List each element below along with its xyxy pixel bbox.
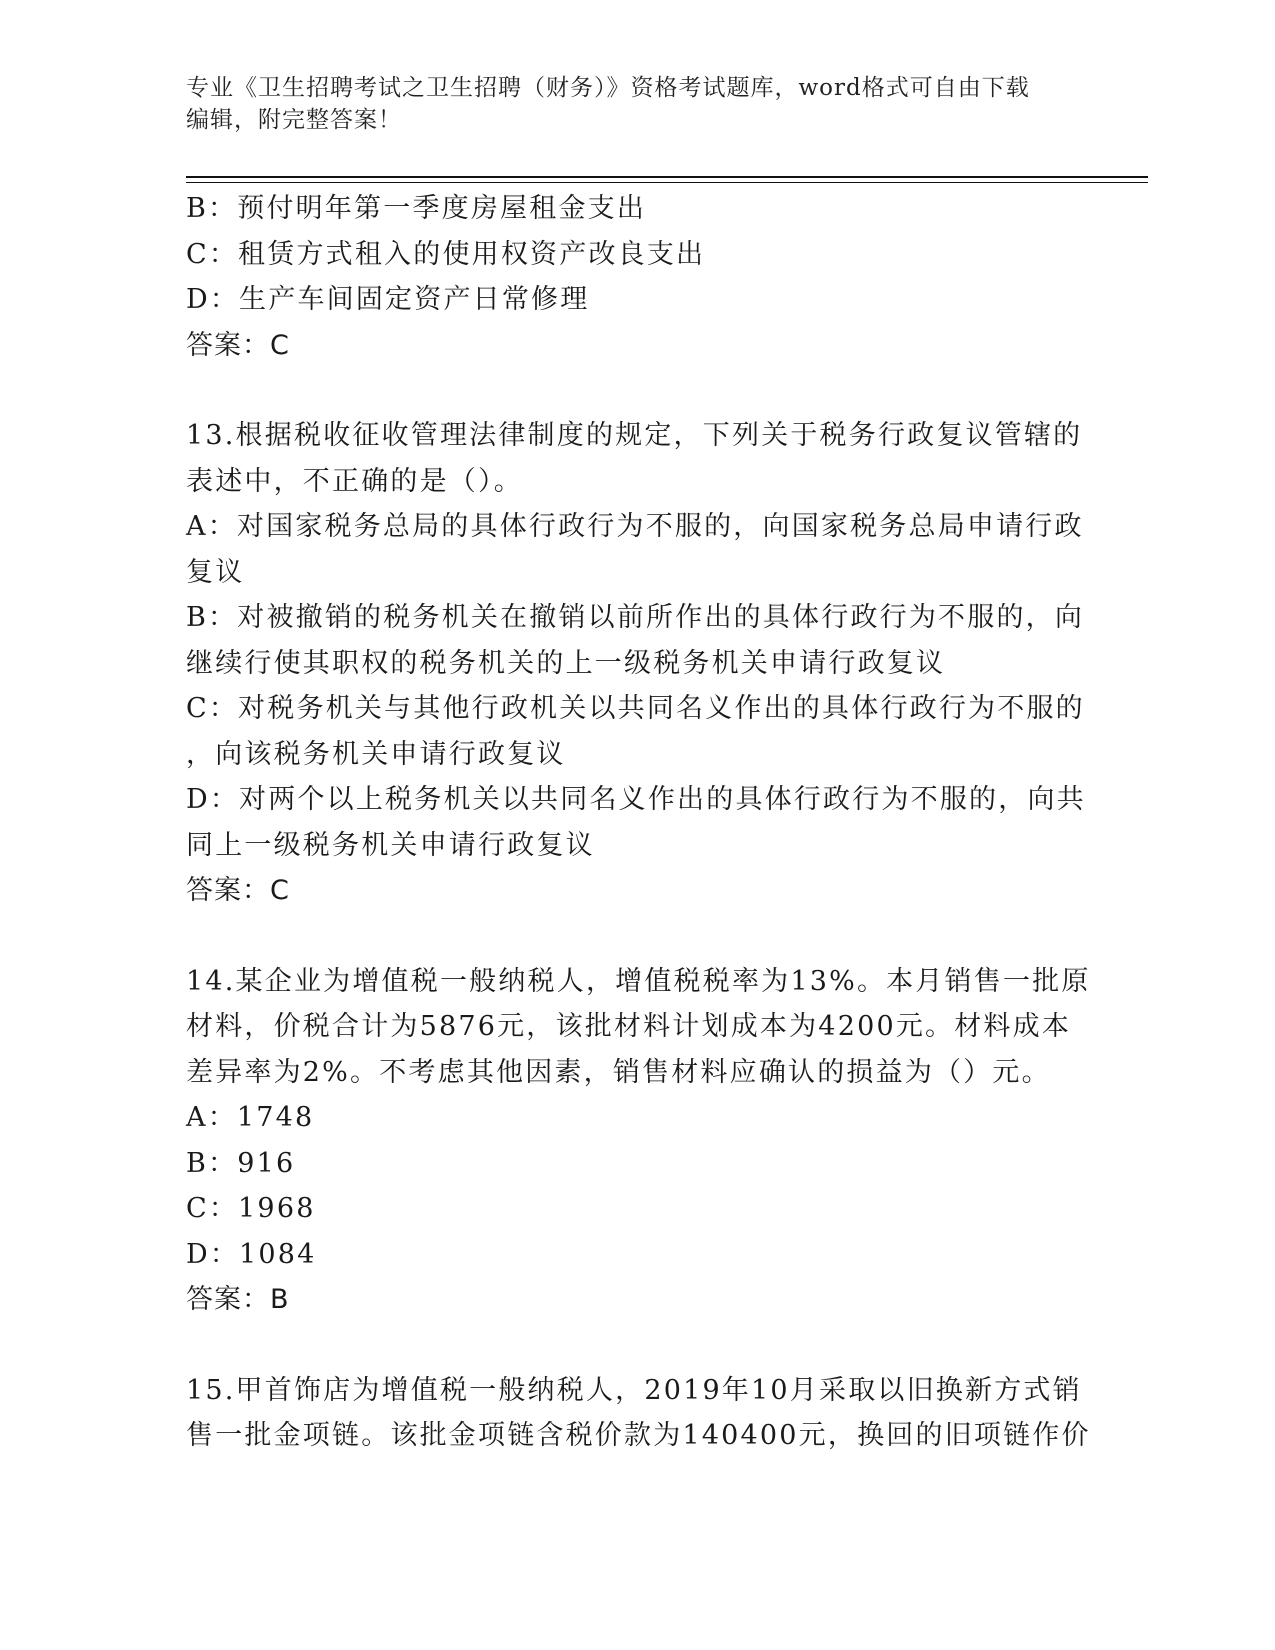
question-stem-line-3: 差异率为2%。不考虑其他因素，销售材料应确认的损益为（）元。 [186, 1056, 1051, 1088]
spacer [186, 914, 1066, 959]
spacer [186, 1323, 1066, 1368]
question-stem-line-2: 售一批金项链。该批金项链含税价款为140400元，换回的旧项链作价 [186, 1420, 1091, 1451]
option-b: B：预付明年第一季度房屋租金支出 [186, 193, 647, 224]
option-a-line-2: 复议 [186, 556, 245, 588]
option-c: C：租赁方式租入的使用权资产改良支出 [186, 238, 706, 270]
question-15 [186, 1368, 1091, 1459]
answer: 答案：C [186, 875, 290, 906]
option-d: D：生产车间固定资产日常修理 [186, 284, 590, 315]
question-14 [186, 959, 1091, 1323]
answer: 答案：C [186, 329, 290, 361]
option-d-line-2: 同上一级税务机关申请行政复议 [186, 829, 595, 861]
option-c-line-1: C：对税务机关与其他行政机关以共同名义作出的具体行政行为不服的 [186, 693, 1085, 724]
option-d-line-1: D：对两个以上税务机关以共同名义作出的具体行政行为不服的，向共 [186, 784, 1086, 815]
option-c-line-2: ，向该税务机关申请行政复议 [186, 738, 566, 770]
spacer [186, 368, 1066, 413]
question-stem-line-2: 材料，价税合计为5876元，该批材料计划成本为4200元。材料成本 [186, 1011, 1072, 1042]
question-12 [186, 186, 1066, 368]
option-b-line-2: 继续行使其职权的税务机关的上一级税务机关申请行政复议 [186, 647, 946, 679]
document-header [186, 72, 1066, 136]
option-a-line-1: A：对国家税务总局的具体行政行为不服的，向国家税务总局申请行政 [186, 511, 1084, 542]
question-list [186, 186, 1091, 1459]
question-stem-line-1: 14.某企业为增值税一般纳税人，增值税税率为13%。本月销售一批原 [186, 965, 1091, 997]
header-rule-thin [186, 182, 1148, 183]
option-b: B：916 [186, 1147, 296, 1179]
header-line-1: 专业《卫生招聘考试之卫生招聘（财务）》资格考试题库，word格式可自由下载 [186, 75, 1030, 101]
option-b-line-1: B：对被撤销的税务机关在撤销以前所作出的具体行政行为不服的，向 [186, 602, 1085, 633]
question-13 [186, 413, 1086, 914]
header-rule-thick [186, 176, 1148, 178]
option-d: D：1084 [186, 1238, 317, 1270]
option-a: A：1748 [186, 1102, 315, 1133]
question-stem-line-1: 15.甲首饰店为增值税一般纳税人，2019年10月采取以旧换新方式销 [186, 1374, 1082, 1406]
answer: 答案：B [186, 1284, 290, 1315]
question-stem-line-1: 13.根据税收征收管理法律制度的规定，下列关于税务行政复议管辖的 [186, 420, 1083, 451]
question-stem-line-2: 表述中，不正确的是（）。 [186, 465, 523, 497]
option-c: C：1968 [186, 1193, 316, 1224]
header-line-2: 编辑，附完整答案！ [186, 107, 402, 133]
